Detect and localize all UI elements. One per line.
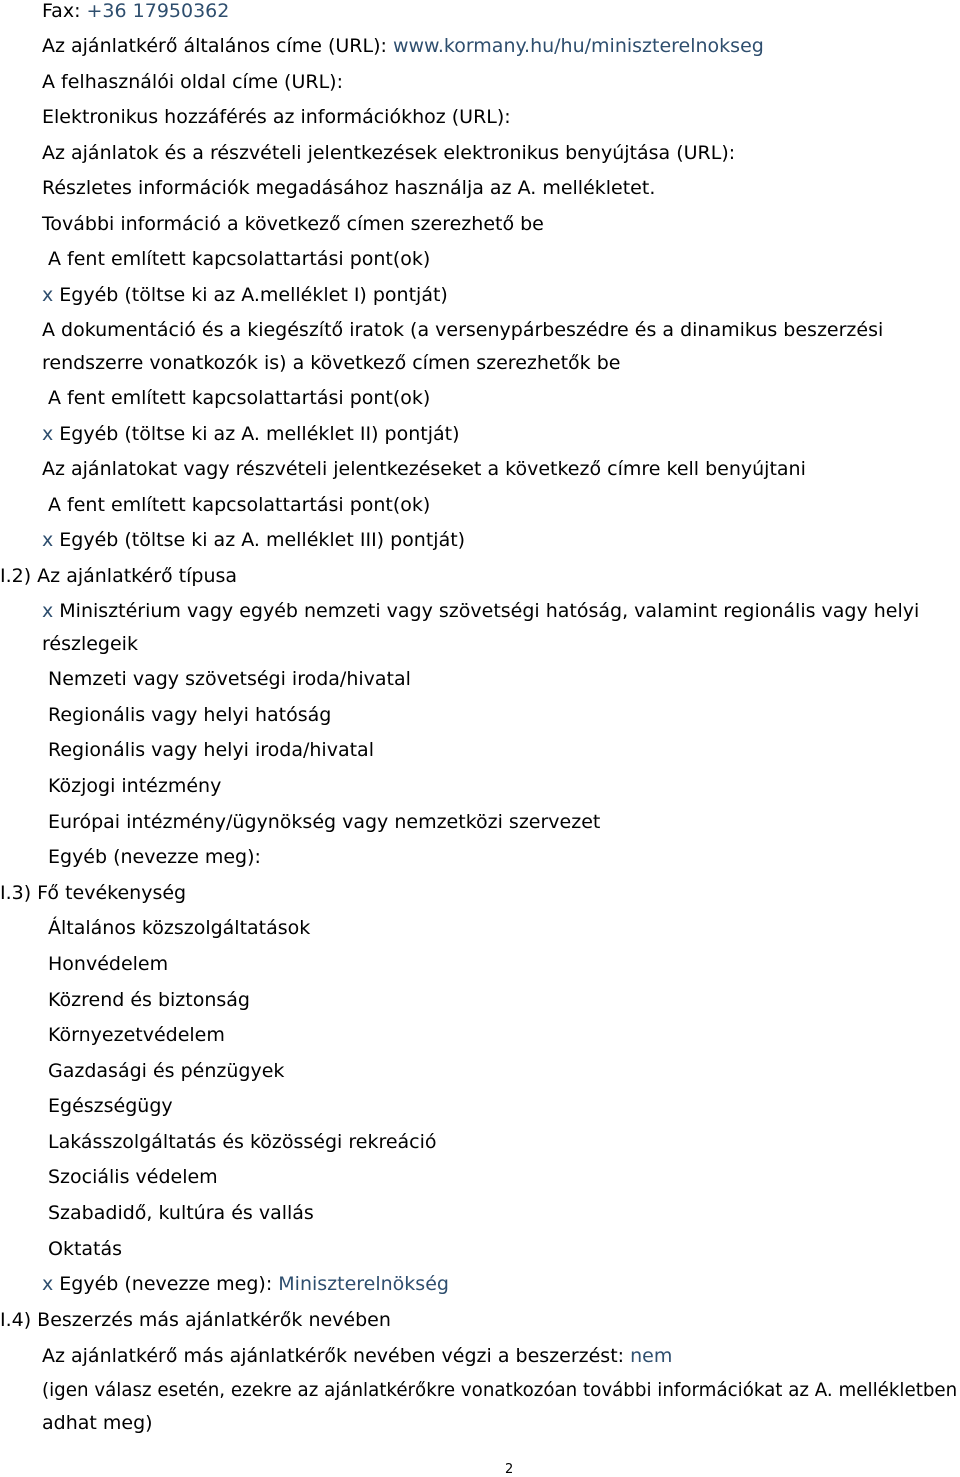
i3-option: Közrend és biztonság xyxy=(48,989,250,1011)
i2-option: Közjogi intézmény xyxy=(48,775,222,797)
buyer-profile-url-line: A felhasználói oldal címe (URL): xyxy=(42,71,343,93)
i4-note-line2: adhat meg) xyxy=(42,1412,153,1434)
further-info-option-other: x Egyéb (töltse ki az A.melléklet I) pontját) xyxy=(42,284,448,306)
url-link[interactable]: www.kormany.hu/hu/miniszterelnokseg xyxy=(392,35,764,57)
fax-line xyxy=(42,2,229,21)
documents-option-other: x Egyéb (töltse ki az A. melléklet II) pontját) xyxy=(42,423,460,445)
checked-mark: x xyxy=(42,529,54,551)
further-info-option-contact: A fent említett kapcsolattartási pont(ok) xyxy=(48,248,431,270)
further-info-heading: További információ a következő címen szerezhető be xyxy=(42,213,544,235)
i3-option: Szociális védelem xyxy=(48,1166,218,1188)
checked-mark: x xyxy=(42,600,54,622)
section-i2-title: I.2) Az ajánlatkérő típusa xyxy=(0,565,238,587)
i3-option: Gazdasági és pénzügyek xyxy=(48,1060,285,1082)
checked-mark: x xyxy=(42,284,54,306)
i3-option: Oktatás xyxy=(48,1238,123,1260)
i4-note-line1: (igen válasz esetén, ezekre az ajánlatkérőkre vonatkozóan további információkat az A. mellékletben xyxy=(42,1380,958,1401)
i2-option: Regionális vagy helyi hatóság xyxy=(48,704,332,726)
fax-label: Fax: xyxy=(42,0,87,22)
url-line xyxy=(42,37,764,56)
i4-question: Az ajánlatkérő más ajánlatkérők nevében végzi a beszerzést: nem xyxy=(42,1345,673,1367)
i3-other-value: Miniszterelnökség xyxy=(278,1273,449,1295)
details-note: Részletes információk megadásához használja az A. mellékletet. xyxy=(42,177,656,199)
i3-option: Lakásszolgáltatás és közösségi rekreáció xyxy=(48,1131,437,1153)
electronic-submission-url-line: Az ajánlatok és a részvételi jelentkezések elektronikus benyújtása (URL): xyxy=(42,142,736,164)
documents-heading-line1: A dokumentáció és a kiegészítő iratok (a versenypárbeszédre és a dinamikus beszerzési xyxy=(42,319,884,341)
i2-option: Európai intézmény/ügynökség vagy nemzetközi szervezet xyxy=(48,811,601,833)
i3-option: Szabadidő, kultúra és vallás xyxy=(48,1202,314,1224)
checked-mark: x xyxy=(42,423,54,445)
section-i4-title: I.4) Beszerzés más ajánlatkérők nevében xyxy=(0,1309,391,1331)
documents-heading-line2: rendszerre vonatkozók is) a következő címen szerezhetők be xyxy=(42,352,621,374)
i3-option: Egészségügy xyxy=(48,1095,173,1117)
i3-option: Honvédelem xyxy=(48,953,169,975)
i3-option-other: x Egyéb (nevezze meg): Miniszterelnökség xyxy=(42,1273,449,1295)
i3-option: Általános közszolgáltatások xyxy=(48,917,311,939)
section-i3-title: I.3) Fő tevékenység xyxy=(0,882,187,904)
i2-option: Regionális vagy helyi iroda/hivatal xyxy=(48,739,374,761)
i2-selected-option-line1: x Minisztérium vagy egyéb nemzeti vagy szövetségi hatóság, valamint regionális vagy helyi xyxy=(42,600,920,622)
i2-option: Nemzeti vagy szövetségi iroda/hivatal xyxy=(48,668,411,690)
documents-option-contact: A fent említett kapcsolattartási pont(ok) xyxy=(48,387,431,409)
checked-mark: x xyxy=(42,1273,54,1295)
i3-option: Környezetvédelem xyxy=(48,1024,225,1046)
page-number: 2 xyxy=(505,1462,514,1477)
i2-option: Egyéb (nevezze meg): xyxy=(48,846,261,868)
submission-option-other: x Egyéb (töltse ki az A. melléklet III) pontját) xyxy=(42,529,466,551)
i2-selected-option-line2: részlegeik xyxy=(42,633,138,655)
url-label: Az ajánlatkérő általános címe (URL): xyxy=(42,35,393,57)
fax-value: +36 17950362 xyxy=(86,0,230,22)
submission-option-contact: A fent említett kapcsolattartási pont(ok) xyxy=(48,494,431,516)
electronic-access-url-line: Elektronikus hozzáférés az információkhoz (URL): xyxy=(42,106,511,128)
submission-heading: Az ajánlatokat vagy részvételi jelentkezéseket a következő címre kell benyújtani xyxy=(42,458,806,480)
i4-answer: nem xyxy=(630,1345,673,1367)
